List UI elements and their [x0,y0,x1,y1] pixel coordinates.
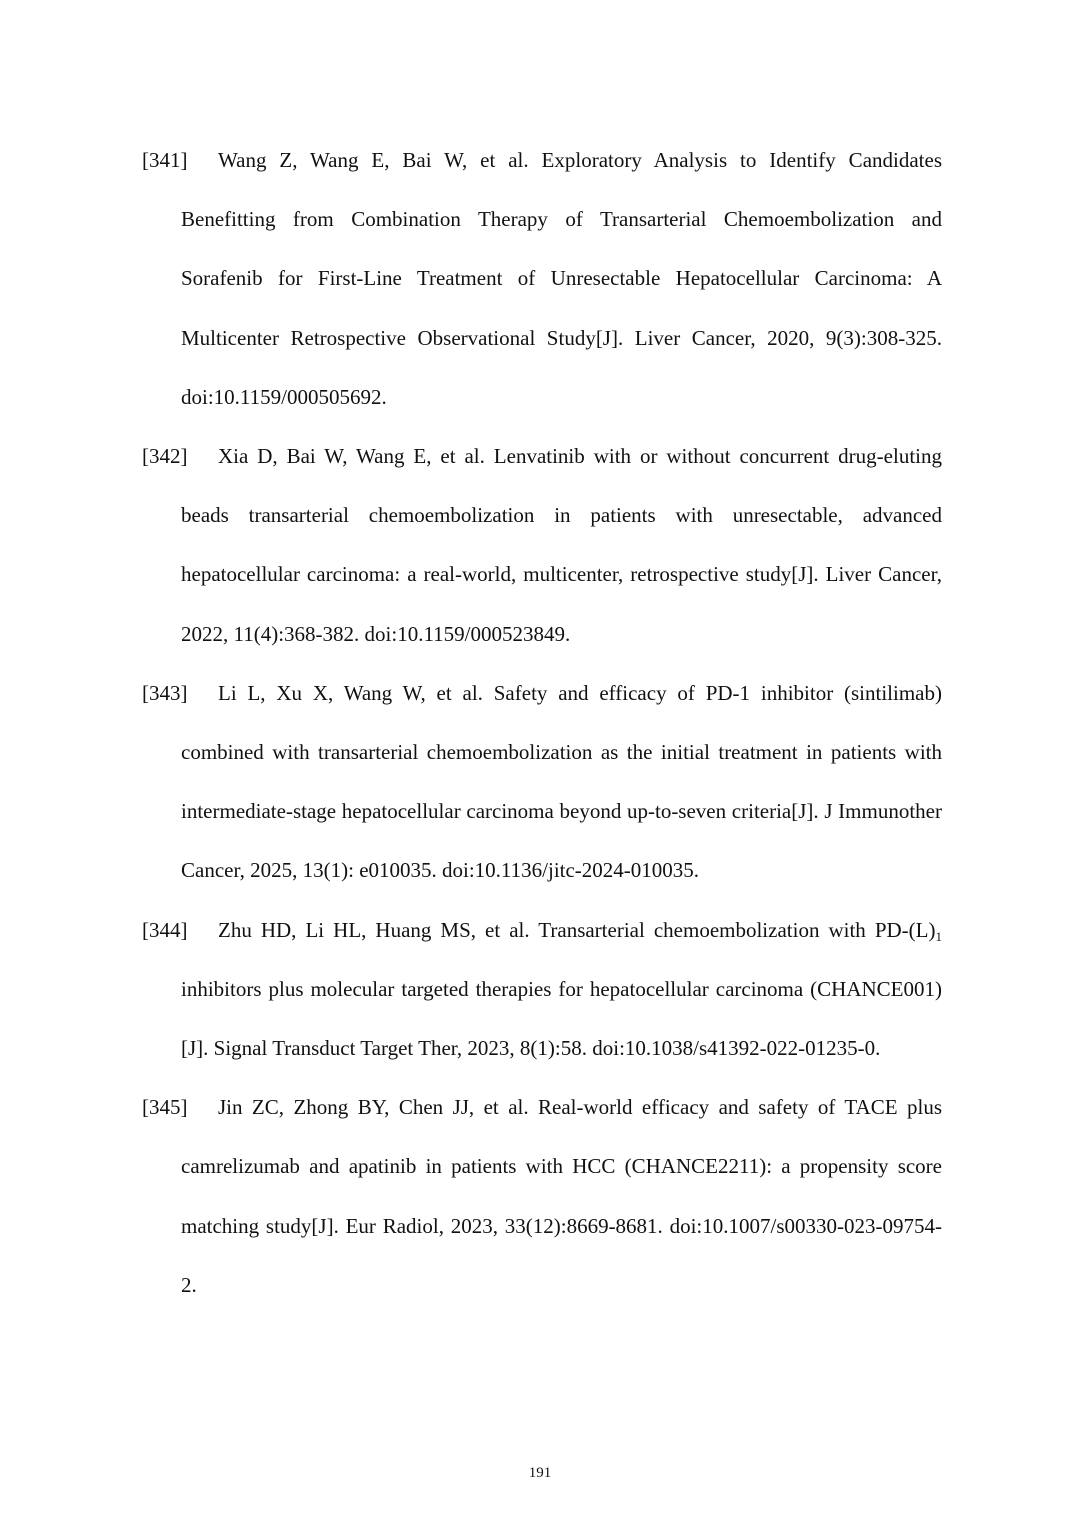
reference-text: Xia D, Bai W, Wang E, et al. Lenvatinib with or without concurrent drug-eluting beads transarterial chemoembolization in patients with unresectable, advanced hepatocellular carcinoma: a real-world, multicenter, retrospective study[J]. Liver Cancer, 2022, 11(4):368-382. doi:10.1159/000523849. [181,444,942,646]
subscript: 1 [935,928,942,944]
reference-number: [341] [142,148,188,172]
reference-number: [345] [142,1095,188,1120]
reference-text: Jin ZC, Zhong BY, Chen JJ, et al. Real-world efficacy and safety of TACE plus camrelizumab and apatinib in patients with HCC (CHANCE2211): a propensity score matching study[J]. Eur Radiol, 2023, 33(12):8669-8681. doi:10.1007/s00330-023-09754-2. [181,1095,942,1297]
reference-text-part: inhibitors plus molecular targeted therapies for hepatocellular carcinoma (CHANCE001) [J]. Signal Transduct Target Ther, 2023, 8(1):58. doi:10.1038/s41392-022-01235-0. [181,976,942,1061]
reference-item [142,427,942,664]
reference-list [142,131,942,1315]
reference-item [142,131,942,427]
reference-number: [344] [142,917,188,942]
reference-item [142,664,942,901]
reference-text [181,918,942,1060]
page-number: 191 [528,1465,552,1481]
reference-text-part: Zhu HD, Li HL, Huang MS, et al. Transarterial chemoembolization with PD-(L) [218,917,936,942]
reference-number: [343] [142,680,188,705]
reference-item [142,1078,942,1315]
reference-number: [342] [142,444,188,469]
reference-text: Li L, Xu X, Wang W, et al. Safety and efficacy of PD-1 inhibitor (sintilimab) combined with transarterial chemoembolization as the initial treatment in patients with intermediate-stage hepatocellular carcinoma beyond up-to-seven criteria[J]. J Immunother Cancer, 2025, 13(1): e010035. doi:10.1136/jitc-2024-010035. [181,680,942,883]
reference-item [142,901,942,1079]
reference-text: Wang Z, Wang E, Bai W, et al. Exploratory Analysis to Identify Candidates Benefitting from Combination Therapy of Transarterial Chemoembolization and Sorafenib for First-Line Treatment of Unresectable Hepatocellular Carcinoma: A Multicenter Retrospective Observational Study[J]. Liver Cancer, 2020, 9(3):308-325. doi:10.1159/000505692. [181,148,942,409]
